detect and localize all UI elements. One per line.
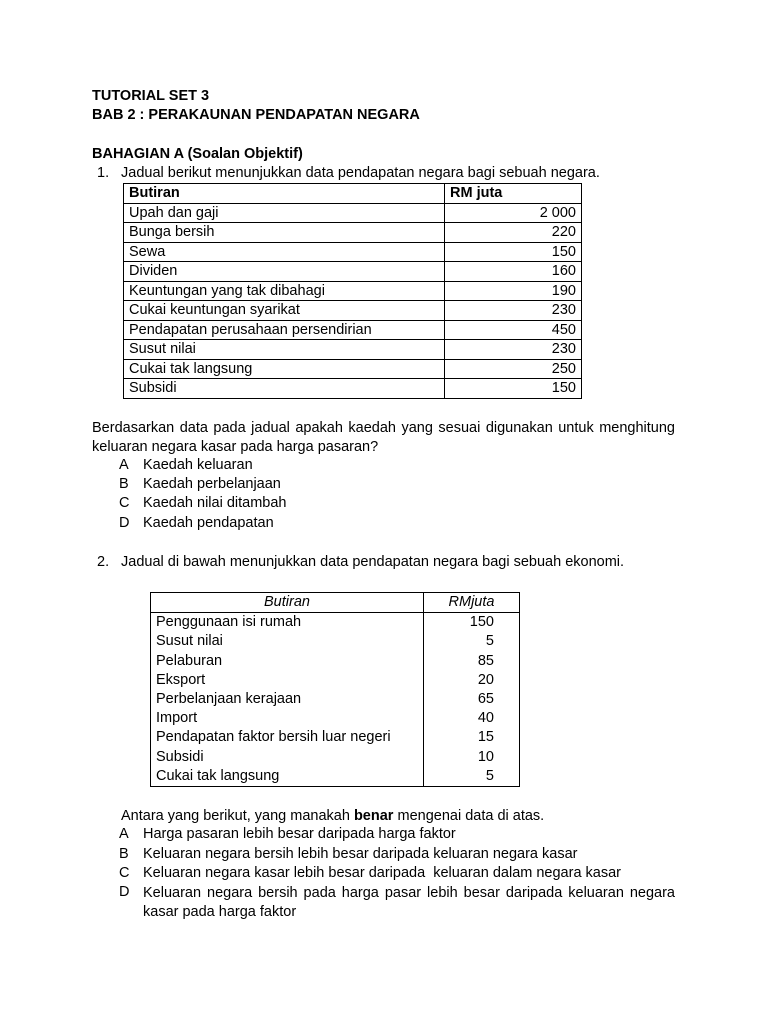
option-letter: D (119, 515, 130, 531)
table-cell: 150 (469, 614, 494, 631)
q2-intro: Jadual di bawah menunjukkan data pendapatan negara bagi sebuah ekonomi. (121, 554, 625, 570)
option-text: Kaedah nilai ditambah (143, 495, 287, 511)
table-row (124, 242, 582, 262)
table-cell: 5 (485, 633, 494, 650)
option-letter: A (119, 457, 129, 473)
table-cell: Subsidi (151, 748, 424, 767)
table-row (124, 379, 582, 399)
table-cell: 230 (445, 340, 582, 360)
table-cell: Pelaburan (151, 652, 424, 671)
table-cell: Perbelanjaan kerajaan (151, 690, 424, 709)
q1-intro: Jadual berikut menunjukkan data pendapatan negara bagi sebuah negara. (121, 165, 600, 181)
table-cell: 65 (477, 691, 494, 708)
table-cell: Sewa (124, 242, 445, 262)
q2-question-before: Antara yang berikut, yang manakah (121, 808, 350, 824)
option-text: Kaedah pendapatan (143, 515, 274, 531)
table-row (124, 262, 582, 282)
table-row (124, 301, 582, 321)
table-cell: Import (151, 709, 424, 728)
table-row (151, 632, 520, 651)
table-row (124, 203, 582, 223)
table-cell: Bunga bersih (124, 223, 445, 243)
table-cell: 450 (445, 320, 582, 340)
table-row (151, 748, 520, 767)
table-cell: Eksport (151, 671, 424, 690)
table-row (151, 652, 520, 671)
table-cell: Cukai tak langsung (151, 767, 424, 787)
section-title: BAHAGIAN A (Soalan Objektif) (92, 146, 303, 162)
option-letter: C (119, 495, 130, 511)
q2-question-after: mengenai data di atas. (397, 808, 545, 824)
q1-number: 1. (97, 165, 110, 181)
table-cell: Susut nilai (124, 340, 445, 360)
table-cell: Subsidi (124, 379, 445, 399)
table-cell: Susut nilai (151, 632, 424, 651)
table-row (124, 340, 582, 360)
table-cell: 40 (477, 710, 494, 727)
q2-number: 2. (97, 554, 110, 570)
table-cell: 15 (477, 729, 494, 746)
option-letter: D (119, 884, 130, 900)
q2-question-bold: benar (353, 808, 394, 824)
table-cell: 250 (445, 359, 582, 379)
table-cell: 20 (477, 671, 494, 688)
option-text: Keluaran negara bersih lebih besar daripada keluaran negara kasar (143, 846, 578, 862)
tutorial-title: TUTORIAL SET 3 (92, 88, 210, 104)
table-cell: Cukai keuntungan syarikat (124, 301, 445, 321)
table-cell: Penggunaan isi rumah (151, 613, 424, 633)
table-header-cell: Butiran (151, 593, 424, 613)
option-text: Keluaran negara kasar lebih besar daripada keluaran dalam negara kasar (143, 865, 621, 881)
table-cell: Keuntungan yang tak dibahagi (124, 281, 445, 301)
option-letter: B (119, 846, 129, 862)
table-cell: 5 (485, 767, 494, 784)
table-cell: 150 (445, 242, 582, 262)
table-row (151, 709, 520, 728)
table-row (151, 671, 520, 690)
q1-table (123, 183, 582, 399)
option-letter: A (119, 826, 129, 842)
q1-question: Berdasarkan data pada jadual apakah kaedah yang sesuai digunakan untuk menghitung keluaran negara kasar pada harga pasaran? (92, 420, 675, 455)
table-header-cell: Butiran (124, 184, 445, 204)
table-row (124, 359, 582, 379)
table-cell: 150 (445, 379, 582, 399)
option-letter: B (119, 476, 129, 492)
table-cell: Upah dan gaji (124, 203, 445, 223)
table-cell: Pendapatan perusahaan persendirian (124, 320, 445, 340)
table-row (151, 728, 520, 747)
table-cell: Pendapatan faktor bersih luar negeri (151, 728, 424, 747)
table-cell: Dividen (124, 262, 445, 282)
table-cell: 190 (445, 281, 582, 301)
table-cell: 160 (445, 262, 582, 282)
q2-table (150, 592, 520, 787)
table-cell: 230 (445, 301, 582, 321)
table-cell: 85 (477, 652, 494, 669)
table-cell: 10 (477, 748, 494, 765)
table-header-row (151, 593, 520, 613)
q2-question (121, 807, 544, 825)
option-letter: C (119, 865, 130, 881)
table-row (124, 223, 582, 243)
table-row (151, 690, 520, 709)
table-cell: Cukai tak langsung (124, 359, 445, 379)
table-cell: 2 000 (445, 203, 582, 223)
table-row (151, 613, 520, 633)
option-text: Harga pasaran lebih besar daripada harga faktor (143, 826, 456, 842)
table-row (124, 320, 582, 340)
table-header-cell: RM juta (445, 184, 582, 204)
option-text: Kaedah perbelanjaan (143, 476, 281, 492)
chapter-title: BAB 2 : PERAKAUNAN PENDAPATAN NEGARA (92, 107, 420, 123)
table-cell: 220 (445, 223, 582, 243)
table-row (151, 767, 520, 787)
option-text: Kaedah keluaran (143, 457, 253, 473)
option-text: Keluaran negara bersih pada harga pasar lebih besar daripada keluaran negara kasar pada harga faktor (143, 885, 675, 920)
table-header-row (124, 184, 582, 204)
table-row (124, 281, 582, 301)
table-header-cell: RMjuta (424, 593, 520, 613)
